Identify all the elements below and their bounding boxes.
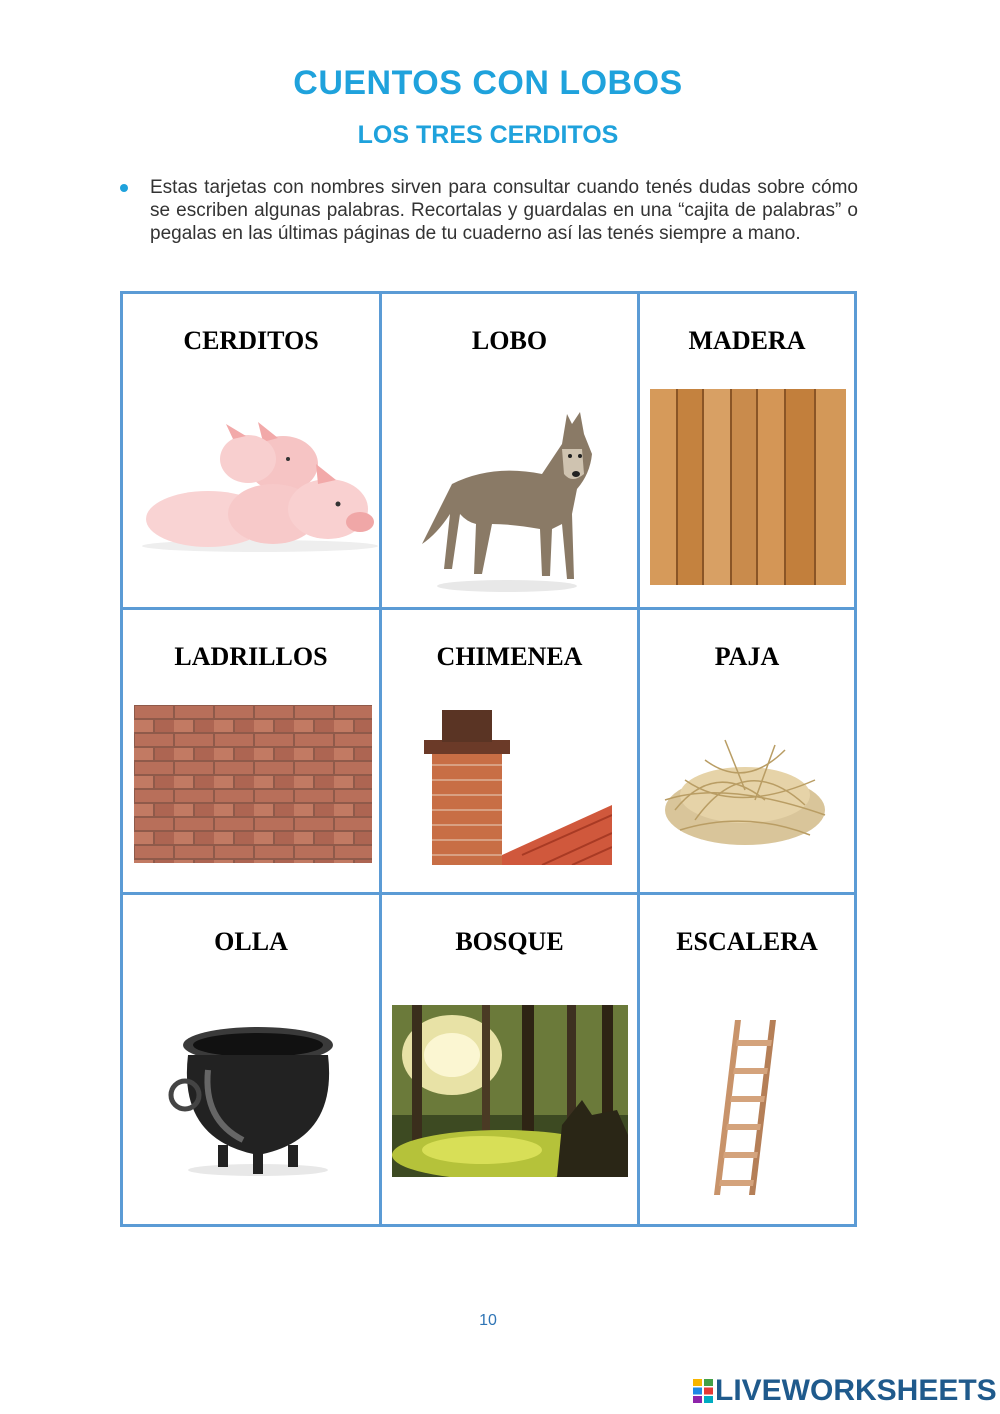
grid-line	[120, 1224, 857, 1227]
page-number: 10	[479, 1312, 497, 1329]
liveworksheets-brand	[693, 1375, 997, 1407]
card-label: CHIMENEA	[436, 642, 583, 671]
card-label: CERDITOS	[183, 326, 319, 355]
brick-wall-picture	[134, 705, 372, 863]
card-label: ESCALERA	[676, 927, 818, 956]
liveworksheets-logo-icon	[693, 1379, 713, 1403]
page-title: CUENTOS CON LOBOS	[293, 64, 683, 102]
wood-planks-picture	[650, 389, 846, 585]
word-card-olla	[123, 895, 379, 1224]
ladder-picture	[710, 1020, 790, 1200]
word-card-lobo	[382, 294, 637, 607]
word-cards-grid	[120, 291, 857, 1227]
word-card-bosque	[382, 895, 637, 1224]
grid-line	[854, 291, 857, 1227]
chimney-picture	[422, 705, 612, 865]
liveworksheets-wordmark: LIVEWORKSHEETS	[715, 1374, 997, 1407]
card-label: OLLA	[214, 927, 288, 956]
piglets-picture	[138, 414, 382, 554]
cauldron-picture	[163, 1020, 343, 1180]
wolf-picture	[412, 404, 602, 594]
word-card-escalera	[640, 895, 854, 1224]
card-label: PAJA	[714, 642, 780, 671]
word-card-chimenea	[382, 610, 637, 892]
intro-paragraph: Estas tarjetas con nombres sirven para consultar cuando tenés dudas sobre cómo se escriben algunas palabras. Recortalas y guardalas en una “cajita de palabras” o pegalas en las últimas páginas de tu cuaderno así las tenés siempre a mano.	[150, 177, 858, 244]
word-card-madera	[640, 294, 854, 607]
word-card-ladrillos	[123, 610, 379, 892]
page-subtitle: LOS TRES CERDITOS	[357, 121, 619, 149]
forest-picture	[392, 1005, 628, 1177]
word-card-cerditos	[123, 294, 379, 607]
card-label: LOBO	[471, 326, 548, 355]
card-label: BOSQUE	[455, 927, 564, 956]
bullet-dot	[120, 184, 128, 192]
card-label: MADERA	[688, 326, 806, 355]
straw-picture	[655, 720, 835, 850]
word-card-paja	[640, 610, 854, 892]
card-label: LADRILLOS	[174, 642, 328, 671]
